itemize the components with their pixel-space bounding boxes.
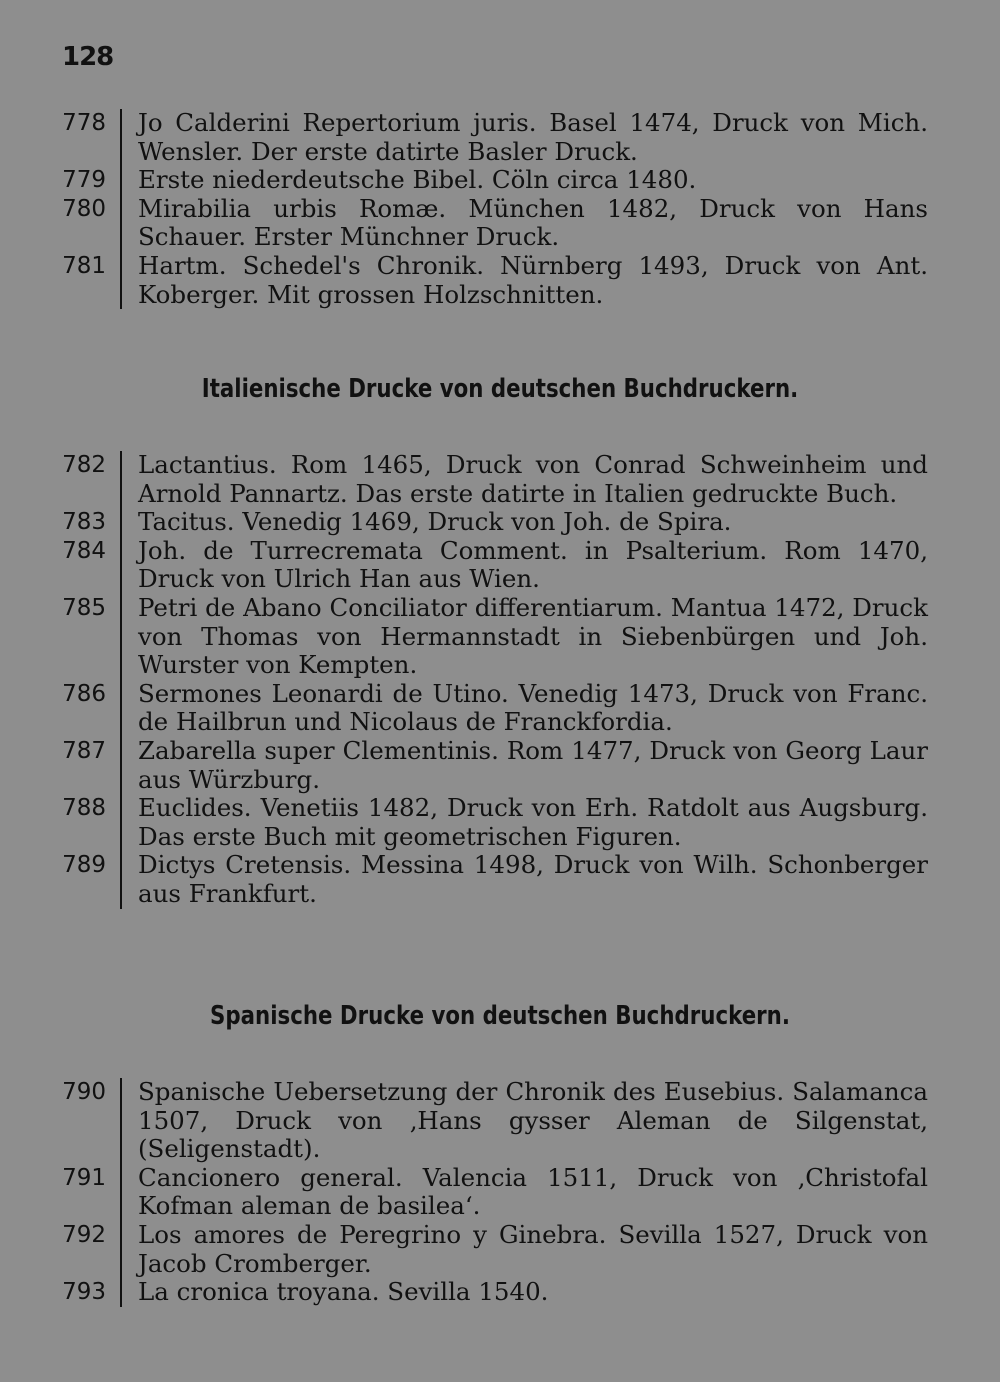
entry-778 (0, 109, 1000, 166)
entry-text: Euclides. Venetiis 1482, Druck von Erh. Ratdolt aus Augsburg. Das erste Buch mit geometrischen Figuren. (120, 794, 928, 851)
entry-text: Lactantius. Rom 1465, Druck von Conrad Schweinheim und Arnold Pannartz. Das erste datirte in Italien gedruckte Buch. (120, 451, 928, 508)
entry-781 (0, 252, 1000, 309)
entry-791 (0, 1164, 1000, 1221)
entry-number: 782 (62, 452, 106, 478)
section-intro (0, 109, 1000, 309)
entry-number: 792 (62, 1221, 106, 1248)
entry-text: Mirabilia urbis Romæ. München 1482, Druck von Hans Schauer. Erster Münchner Druck. (120, 195, 928, 252)
entry-number: 786 (62, 680, 106, 707)
entry-number: 781 (62, 252, 106, 279)
entry-text: Cancionero general. Valencia 1511, Druck von ‚Christofal Kofman aleman de basilea‘. (120, 1164, 928, 1221)
entry-792 (0, 1221, 1000, 1278)
entry-list (0, 109, 1000, 309)
entry-789 (0, 851, 1000, 908)
entry-text: Dictys Cretensis. Messina 1498, Druck von Wilh. Schonberger aus Frankfurt. (120, 851, 928, 908)
entry-number: 787 (62, 737, 106, 764)
entry-text: Hartm. Schedel's Chronik. Nürnberg 1493, Druck von Ant. Koberger. Mit grossen Holzschnitten. (120, 252, 928, 309)
entry-number: 780 (62, 195, 106, 222)
entry-number: 790 (62, 1079, 106, 1105)
entry-text: Zabarella super Clementinis. Rom 1477, Druck von Georg Laur aus Würzburg. (120, 737, 928, 794)
entry-text: Los amores de Peregrino y Ginebra. Sevilla 1527, Druck von Jacob Cromberger. (120, 1221, 928, 1278)
entry-number: 789 (62, 852, 106, 879)
entry-785 (0, 594, 1000, 680)
entry-number: 778 (62, 110, 106, 136)
entry-number: 788 (62, 795, 106, 822)
section-heading-spanish: Spanische Drucke von deutschen Buchdruckern. (210, 1001, 790, 1031)
section-spanish (0, 1078, 1000, 1307)
entry-number: 784 (62, 537, 106, 564)
entry-text: Spanische Uebersetzung der Chronik des Eusebius. Salamanca 1507, Druck von ‚Hans gysser Aleman de Silgenstat, (Seligenstadt). (120, 1078, 928, 1164)
entry-780 (0, 195, 1000, 252)
entry-782 (0, 451, 1000, 508)
entry-784 (0, 537, 1000, 594)
entry-text: Joh. de Turrecremata Comment. in Psalterium. Rom 1470, Druck von Ulrich Han aus Wien. (120, 537, 928, 594)
section-heading-italian: Italienische Drucke von deutschen Buchdruckern. (201, 374, 799, 404)
entry-783 (0, 508, 1000, 537)
page-number: 128 (62, 42, 114, 72)
entry-text: Tacitus. Venedig 1469, Druck von Joh. de Spira. (120, 508, 928, 537)
entry-786 (0, 680, 1000, 737)
entry-number: 779 (62, 167, 106, 194)
entry-787 (0, 737, 1000, 794)
entry-text: Jo Calderini Repertorium juris. Basel 1474, Druck von Mich. Wensler. Der erste datirte Basler Druck. (120, 109, 928, 166)
entry-793 (0, 1278, 1000, 1307)
entry-790 (0, 1078, 1000, 1164)
entry-text: Sermones Leonardi de Utino. Venedig 1473, Druck von Franc. de Hailbrun und Nicolaus de Franckfordia. (120, 680, 928, 737)
entry-number: 785 (62, 594, 106, 621)
entry-788 (0, 794, 1000, 851)
entry-text: La cronica troyana. Sevilla 1540. (120, 1278, 928, 1307)
entry-779 (0, 166, 1000, 195)
entry-list (0, 451, 1000, 909)
entry-number: 791 (62, 1164, 106, 1191)
entry-text: Petri de Abano Conciliator differentiarum. Mantua 1472, Druck von Thomas von Hermannstadt in Siebenbürgen und Joh. Wurster von Kempten. (120, 594, 928, 680)
entry-number: 783 (62, 509, 106, 536)
entry-text: Erste niederdeutsche Bibel. Cöln circa 1480. (120, 166, 928, 195)
entry-list (0, 1078, 1000, 1307)
entry-number: 793 (62, 1279, 106, 1306)
section-italian (0, 451, 1000, 909)
